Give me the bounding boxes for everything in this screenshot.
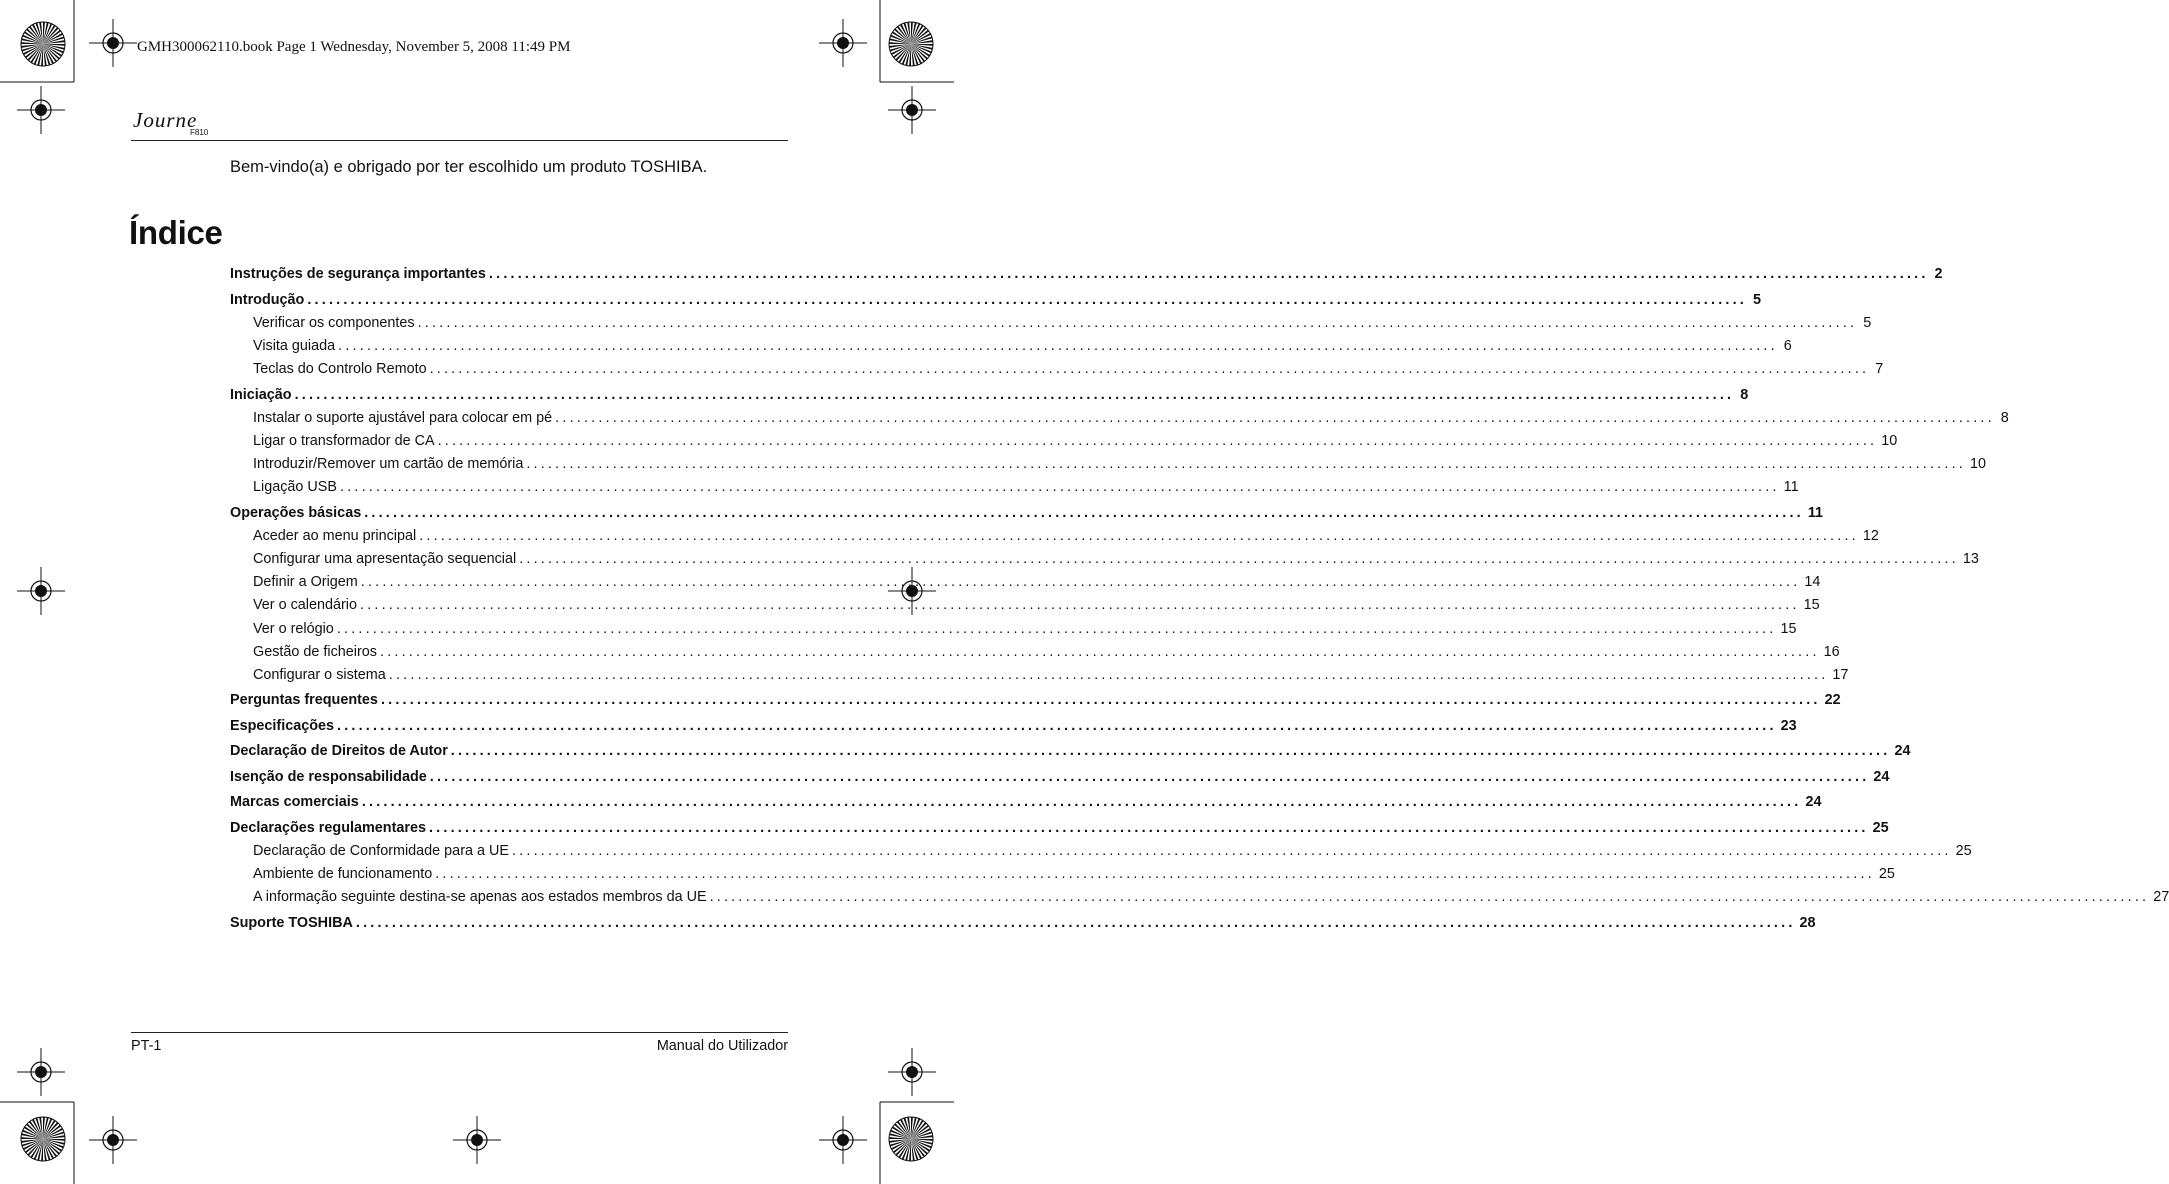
toc-section-entry bbox=[230, 915, 1816, 935]
toc-subsection-entry bbox=[253, 551, 1979, 571]
registration-mark-icon bbox=[17, 1048, 65, 1096]
toc-subsection-entry bbox=[253, 597, 1820, 617]
registration-mark-icon bbox=[819, 19, 867, 67]
toc-entry-page: 10 bbox=[1881, 433, 1898, 449]
toc-dot-leader: ........................................................................................................................................................................................................ bbox=[417, 315, 1858, 331]
footer-page-number: PT-1 bbox=[131, 1038, 162, 1054]
toc-entry-label: Instruções de segurança importantes bbox=[230, 266, 486, 282]
toc-entry-page: 25 bbox=[1878, 866, 1895, 882]
star-target-icon bbox=[21, 1117, 65, 1161]
toc-entry-page: 13 bbox=[1962, 551, 1979, 567]
registration-mark-icon bbox=[888, 1048, 936, 1096]
welcome-text: Bem-vindo(a) e obrigado por ter escolhido um produto TOSHIBA. bbox=[230, 158, 708, 176]
toc-entry-page: 17 bbox=[1832, 667, 1849, 683]
toc-dot-leader: ........................................................................................................................................................................................................ bbox=[429, 361, 1870, 377]
toc-dot-leader: ........................................................................................................................................................................................................ bbox=[337, 718, 1777, 734]
toc-entry-page: 25 bbox=[1955, 843, 1972, 859]
toc-entry-page: 24 bbox=[1873, 769, 1890, 785]
toc-subsection-entry bbox=[253, 456, 1986, 476]
footer-manual-title: Manual do Utilizador bbox=[656, 1038, 788, 1054]
toc-entry-label: Definir a Origem bbox=[253, 574, 358, 590]
registration-mark-icon bbox=[89, 1116, 137, 1164]
toc-entry-page: 14 bbox=[1804, 574, 1821, 590]
toc-subsection-entry bbox=[253, 574, 1821, 594]
toc-section-entry bbox=[230, 387, 1749, 407]
toc-entry-page: 27 bbox=[2153, 889, 2169, 905]
toc-section-entry bbox=[230, 266, 1943, 286]
toc-dot-leader: ........................................................................................................................................................................................................ bbox=[488, 266, 1929, 282]
toc-entry-label: A informação seguinte destina-se apenas aos estados membros da UE bbox=[253, 889, 707, 905]
toc-dot-leader: ........................................................................................................................................................................................................ bbox=[364, 505, 1804, 521]
toc-entry-label: Verificar os componentes bbox=[253, 315, 415, 331]
toc-entry-page: 15 bbox=[1780, 621, 1797, 637]
toc-dot-leader: ........................................................................................................................................................................................................ bbox=[419, 528, 1859, 544]
toc-subsection-entry bbox=[253, 621, 1797, 641]
toc-entry-page: 2 bbox=[1934, 266, 1943, 282]
toc-dot-leader: ........................................................................................................................................................................................................ bbox=[437, 433, 1878, 449]
toc-entry-page: 7 bbox=[1875, 361, 1884, 377]
toc-entry-page: 28 bbox=[1799, 915, 1816, 931]
toc-dot-leader: ........................................................................................................................................................................................................ bbox=[338, 338, 1778, 354]
toc-entry-page: 15 bbox=[1803, 597, 1820, 613]
toc-entry-label: Ver o calendário bbox=[253, 597, 358, 613]
toc-subsection-entry bbox=[253, 338, 1792, 358]
toc-dot-leader: ........................................................................................................................................................................................................ bbox=[555, 410, 1995, 426]
star-target-icon bbox=[21, 22, 65, 66]
toc-entry-page: 6 bbox=[1783, 338, 1792, 354]
toc-subsection-entry bbox=[253, 667, 1849, 687]
toc-entry-page: 24 bbox=[1805, 794, 1822, 810]
toc-entry-label: Perguntas frequentes bbox=[230, 692, 378, 708]
toc-subsection-entry bbox=[253, 889, 2169, 909]
toc-dot-leader: ........................................................................................................................................................................................................ bbox=[519, 551, 1959, 567]
toc-entry-label: Marcas comerciais bbox=[230, 794, 359, 810]
toc-entry-label: Gestão de ficheiros bbox=[253, 644, 377, 660]
toc-entry-label: Declaração de Conformidade para a UE bbox=[253, 843, 509, 859]
toc-dot-leader: ........................................................................................................................................................................................................ bbox=[361, 794, 1802, 810]
toc-dot-leader: ........................................................................................................................................................................................................ bbox=[709, 889, 2150, 905]
toc-subsection-entry bbox=[253, 644, 1840, 664]
toc-entry-label: Suporte TOSHIBA bbox=[230, 915, 353, 931]
toc-section-entry bbox=[230, 292, 1761, 312]
registration-mark-icon bbox=[453, 1116, 501, 1164]
toc-entry-label: Configurar uma apresentação sequencial bbox=[253, 551, 517, 567]
toc-entry-page: 23 bbox=[1780, 718, 1797, 734]
toc-section-entry bbox=[230, 505, 1824, 525]
toc-section-entry bbox=[230, 794, 1822, 814]
toc-section-entry bbox=[230, 692, 1841, 712]
toc-subsection-entry bbox=[253, 433, 1898, 453]
toc-subsection-entry bbox=[253, 479, 1799, 499]
toc-entry-page: 5 bbox=[1863, 315, 1872, 331]
toc-entry-page: 25 bbox=[1872, 820, 1889, 836]
logo-model: F810 bbox=[190, 128, 209, 137]
print-slug: GMH300062110.book Page 1 Wednesday, November 5, 2008 11:49 PM bbox=[137, 39, 571, 55]
toc-entry-label: Visita guiada bbox=[253, 338, 336, 354]
toc-dot-leader: ........................................................................................................................................................................................................ bbox=[380, 692, 1821, 708]
journe-logo bbox=[133, 108, 253, 140]
toc-entry-page: 8 bbox=[2000, 410, 2009, 426]
toc-entry-label: Instalar o suporte ajustável para colocar em pé bbox=[253, 410, 553, 426]
toc-entry-label: Introdução bbox=[230, 292, 305, 308]
toc-dot-leader: ........................................................................................................................................................................................................ bbox=[355, 915, 1796, 931]
toc-dot-leader: ........................................................................................................................................................................................................ bbox=[380, 644, 1820, 660]
toc-subsection-entry bbox=[253, 866, 1895, 886]
toc-entry-page: 16 bbox=[1823, 644, 1840, 660]
registration-mark-icon bbox=[17, 86, 65, 134]
toc-entry-page: 11 bbox=[1807, 505, 1824, 521]
toc-dot-leader: ........................................................................................................................................................................................................ bbox=[511, 843, 1952, 859]
toc-entry-label: Teclas do Controlo Remoto bbox=[253, 361, 427, 377]
toc-entry-label: Ligar o transformador de CA bbox=[253, 433, 435, 449]
toc-entry-page: 12 bbox=[1862, 528, 1879, 544]
toc-section-entry bbox=[230, 769, 1890, 789]
star-target-icon bbox=[889, 22, 933, 66]
toc-dot-leader: ........................................................................................................................................................................................................ bbox=[360, 574, 1801, 590]
toc-entry-label: Declaração de Direitos de Autor bbox=[230, 743, 448, 759]
toc-entry-label: Ligação USB bbox=[253, 479, 337, 495]
logo-script: Journe bbox=[133, 108, 198, 132]
toc-entry-label: Especificações bbox=[230, 718, 334, 734]
toc-dot-leader: ........................................................................................................................................................................................................ bbox=[450, 743, 1891, 759]
toc-entry-label: Introduzir/Remover um cartão de memória bbox=[253, 456, 524, 472]
page-title: Índice bbox=[129, 214, 223, 251]
toc-subsection-entry bbox=[253, 410, 2009, 430]
registration-mark-icon bbox=[819, 1116, 867, 1164]
toc-entry-page: 10 bbox=[1969, 456, 1986, 472]
toc-section-entry bbox=[230, 718, 1797, 738]
toc-entry-label: Operações básicas bbox=[230, 505, 362, 521]
toc-entry-page: 11 bbox=[1783, 479, 1799, 495]
toc-dot-leader: ........................................................................................................................................................................................................ bbox=[428, 820, 1869, 836]
toc-dot-leader: ........................................................................................................................................................................................................ bbox=[336, 621, 1777, 637]
registration-mark-icon bbox=[888, 86, 936, 134]
toc-entry-label: Ambiente de funcionamento bbox=[253, 866, 433, 882]
toc-dot-leader: ........................................................................................................................................................................................................ bbox=[294, 387, 1735, 403]
toc-dot-leader: ........................................................................................................................................................................................................ bbox=[307, 292, 1747, 308]
toc-entry-label: Configurar o sistema bbox=[253, 667, 386, 683]
header-rule bbox=[131, 140, 788, 141]
toc-entry-page: 8 bbox=[1740, 387, 1749, 403]
registration-mark-icon bbox=[17, 567, 65, 615]
toc-entry-label: Iniciação bbox=[230, 387, 292, 403]
toc-dot-leader: ........................................................................................................................................................................................................ bbox=[340, 479, 1780, 495]
star-target-icon bbox=[889, 1117, 933, 1161]
toc-section-entry bbox=[230, 743, 1911, 763]
toc-subsection-entry bbox=[253, 528, 1879, 548]
registration-mark-icon bbox=[89, 19, 137, 67]
toc-entry-label: Isenção de responsabilidade bbox=[230, 769, 427, 785]
toc-entry-label: Aceder ao menu principal bbox=[253, 528, 417, 544]
toc-entry-label: Ver o relógio bbox=[253, 621, 334, 637]
toc-subsection-entry bbox=[253, 361, 1884, 381]
toc-subsection-entry bbox=[253, 315, 1872, 335]
toc-entry-label: Declarações regulamentares bbox=[230, 820, 426, 836]
toc-entry-page: 5 bbox=[1752, 292, 1761, 308]
toc-dot-leader: ........................................................................................................................................................................................................ bbox=[429, 769, 1870, 785]
footer-rule bbox=[131, 1032, 788, 1033]
toc-dot-leader: ........................................................................................................................................................................................................ bbox=[435, 866, 1875, 882]
toc-dot-leader: ........................................................................................................................................................................................................ bbox=[388, 667, 1829, 683]
toc-dot-leader: ........................................................................................................................................................................................................ bbox=[526, 456, 1966, 472]
toc-section-entry bbox=[230, 820, 1889, 840]
toc-dot-leader: ........................................................................................................................................................................................................ bbox=[360, 597, 1800, 613]
toc-entry-page: 22 bbox=[1824, 692, 1841, 708]
toc-subsection-entry bbox=[253, 843, 1972, 863]
toc-entry-page: 24 bbox=[1894, 743, 1911, 759]
